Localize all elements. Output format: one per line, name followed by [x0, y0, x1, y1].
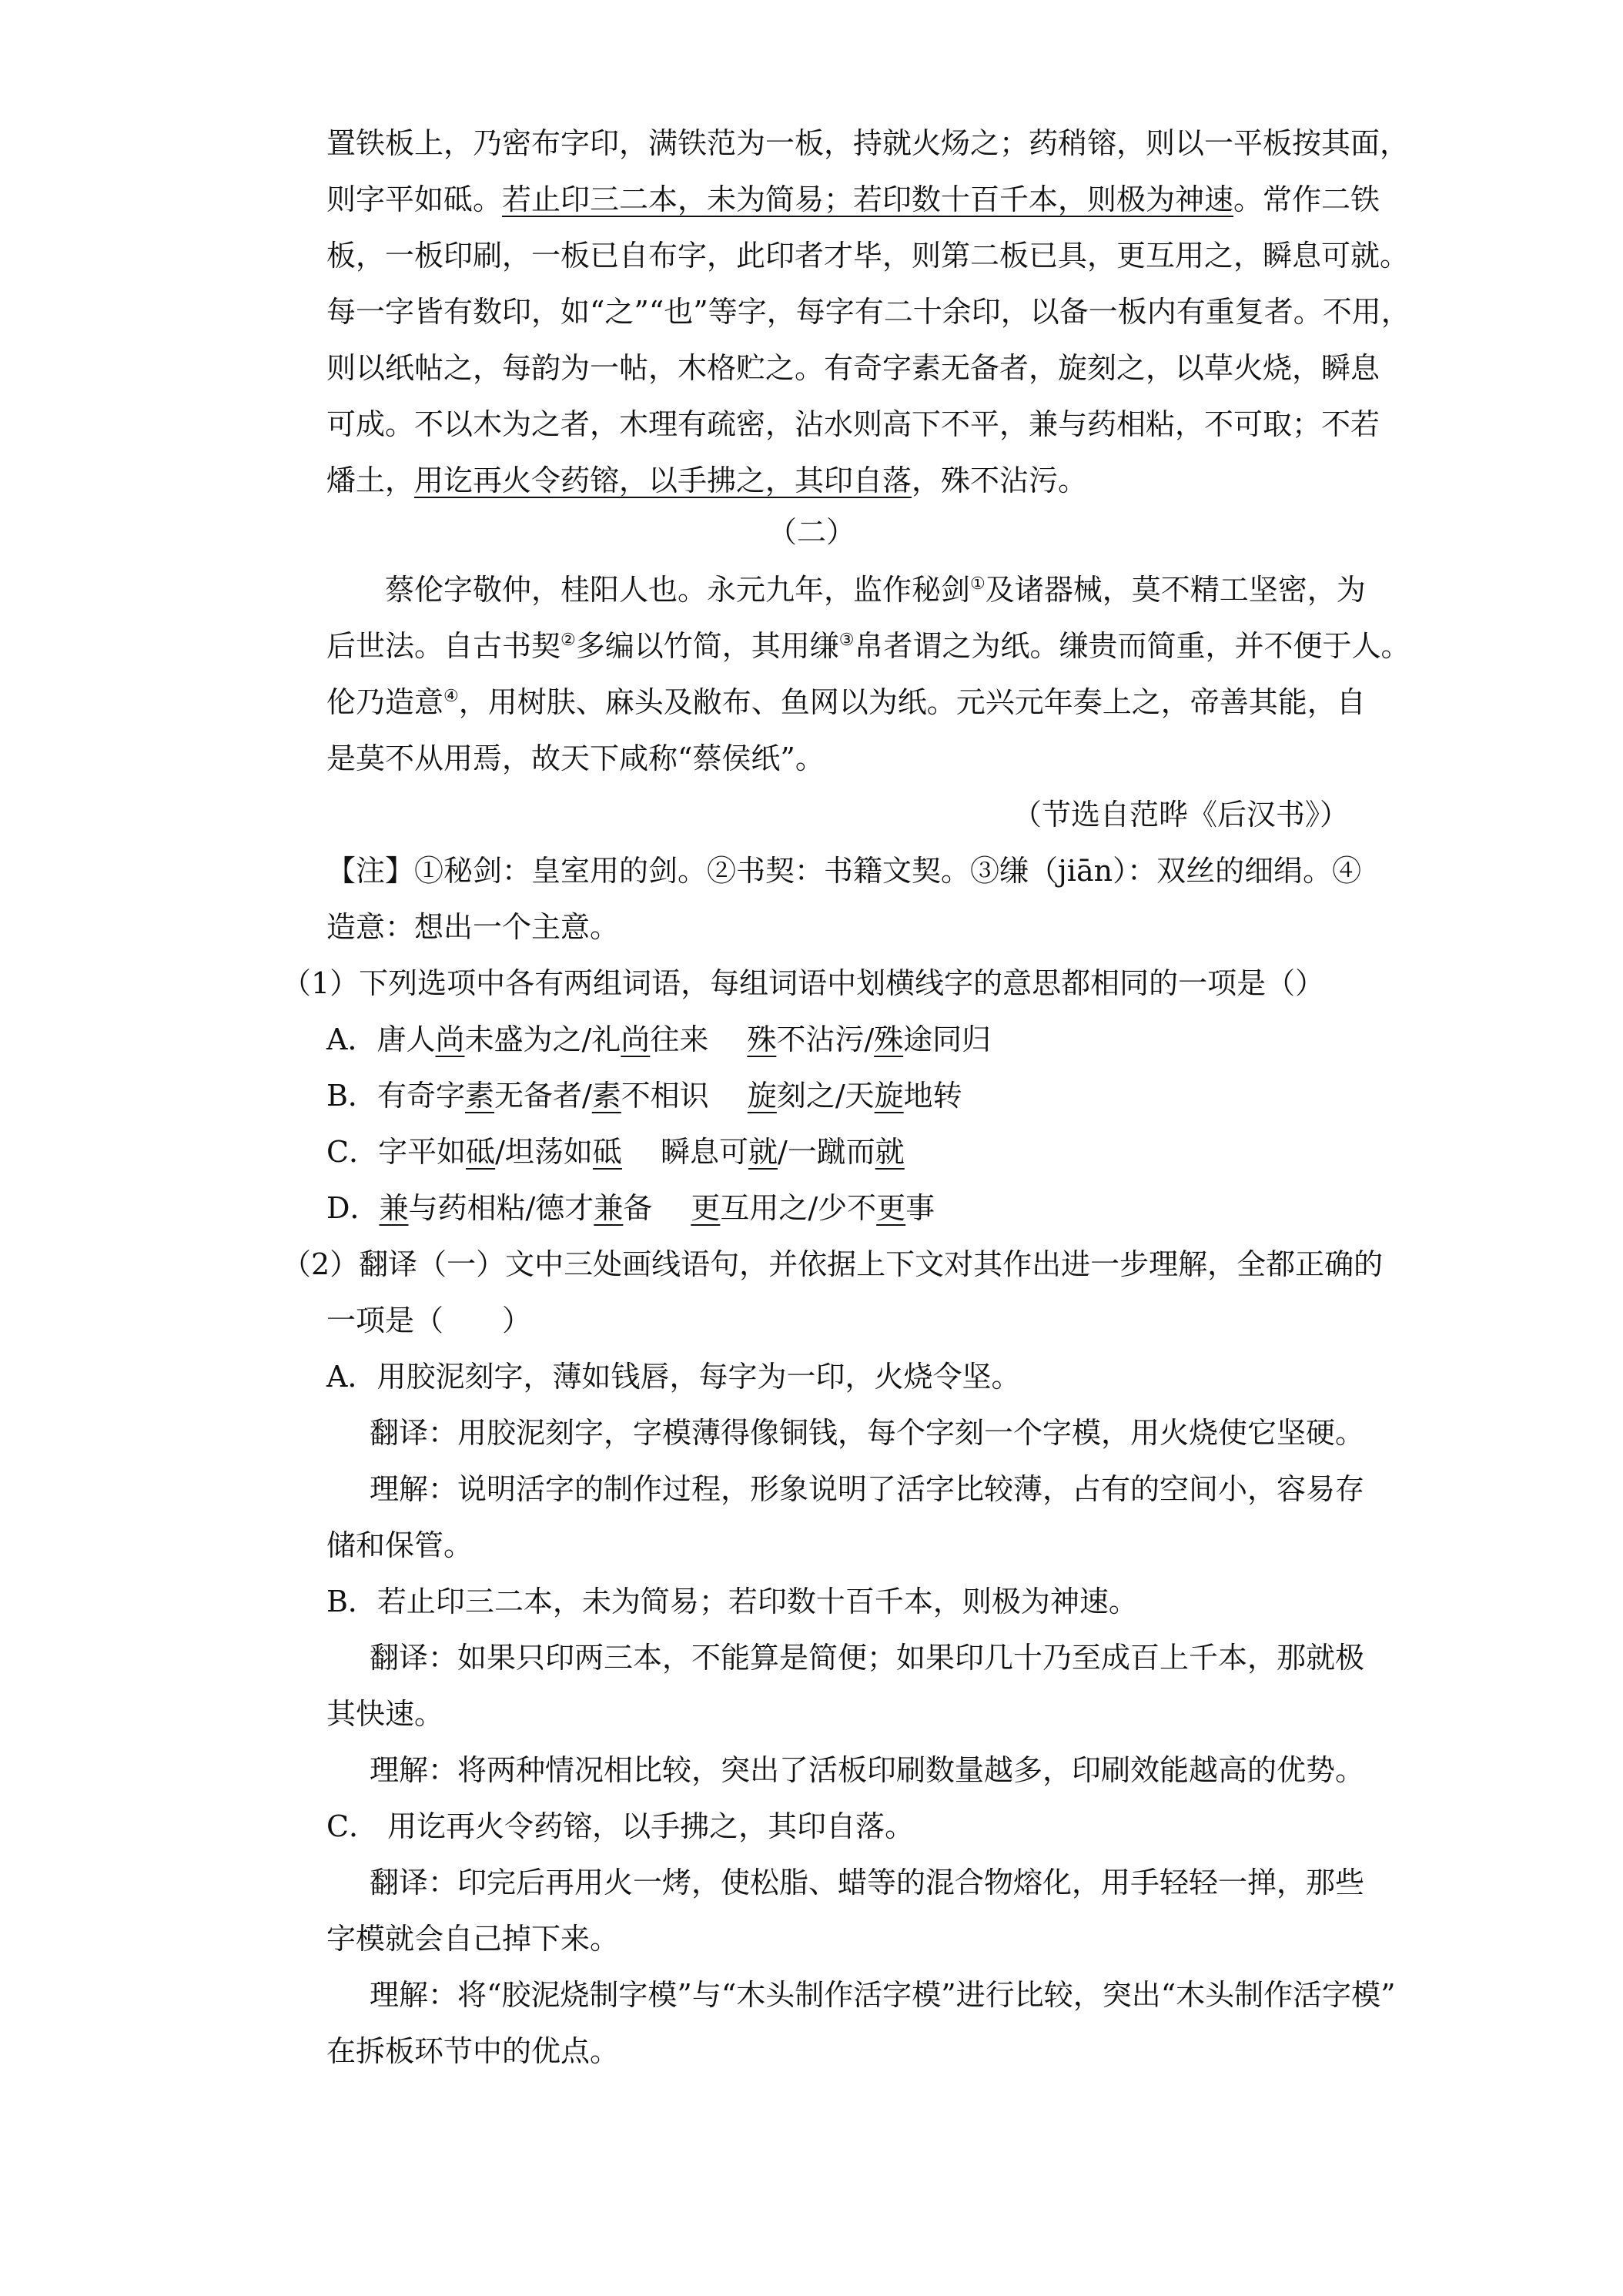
underlined-sentence-3: 用讫再火令药镕，以手拂之，其印自落 [414, 464, 912, 497]
passage2-line-4: 是莫不从用焉，故天下咸称“蔡侯纸”。 [326, 741, 825, 775]
passage1-line-4: 每一字皆有数印，如“之”“也”等字，每字有二十余印，以备一板内有重复者。不用， [326, 295, 1411, 329]
passage2-line-2: 后世法。自古书契②多编以竹简，其用缣③帛者谓之为纸。缣贵而简重，并不便于人。 [326, 629, 1411, 663]
question-2-option-a-translation: 翻译：用胶泥刻字，字模薄得像铜钱，每个字刻一个字模，用火烧使它坚硬。 [370, 1416, 1365, 1450]
question-2-option-b: B．若止印三二本，未为简易；若印数十百千本，则极为神速。 [326, 1585, 1138, 1618]
underlined-sentence-2: 若止印三二本，未为简易；若印数十百千本，则极为神速 [502, 182, 1234, 216]
note-marker-2: ② [561, 631, 576, 650]
passage1-line-7: 燔土，用讫再火令药镕，以手拂之，其印自落，殊不沾污。 [326, 464, 1088, 497]
question-2-option-a-understanding-1: 理解：说明活字的制作过程，形象说明了活字比较薄，占有的空间小，容易存 [370, 1472, 1365, 1506]
question-2-option-c: C． 用讫再火令药镕，以手拂之，其印自落。 [326, 1809, 915, 1843]
question-1-stem: （1）下列选项中各有两组词语，每组词语中划横线字的意思都相同的一项是（） [282, 966, 1325, 1000]
question-2-option-b-translation-2: 其快速。 [326, 1697, 444, 1731]
question-1-option-d: D．兼与药相粘/德才兼备 更互用之/少不更事 [326, 1191, 935, 1225]
question-2-option-b-translation-1: 翻译：如果只印两三本，不能算是简便；如果印几十乃至成百上千本，那就极 [370, 1641, 1365, 1675]
passage1-line-2: 则字平如砥。若止印三二本，未为简易；若印数十百千本，则极为神速。常作二铁 [326, 182, 1380, 216]
passage2-line-1: 蔡伦字敬仲，桂阳人也。永元九年，监作秘剑①及诸器械，莫不精工坚密，为 [385, 573, 1366, 607]
section-heading-2: （二） [767, 515, 855, 549]
question-2-option-c-translation-1: 翻译：印完后再用火一烤，使松脂、蜡等的混合物熔化，用手轻轻一掸，那些 [370, 1866, 1365, 1899]
question-2-option-c-understanding-1: 理解：将“胶泥烧制字模”与“木头制作活字模”进行比较，突出“木头制作活字模” [370, 1978, 1396, 2012]
notes-line-2: 造意：想出一个主意。 [326, 910, 620, 944]
question-2-option-a-understanding-2: 储和保管。 [326, 1528, 474, 1562]
note-marker-3: ③ [838, 631, 855, 650]
question-2-option-c-translation-2: 字模就会自己掉下来。 [326, 1922, 620, 1956]
question-1-option-b: B．有奇字素无备者/素不相识 旋刻之/天旋地转 [326, 1079, 962, 1113]
question-1-option-a: A．唐人尚未盛为之/礼尚往来 殊不沾污/殊途同归 [326, 1022, 992, 1056]
passage1-line-3: 板，一板印刷，一板已自布字，此印者才毕，则第二板已具，更互用之，瞬息可就。 [326, 239, 1410, 273]
notes-line-1: 【注】①秘剑：皇室用的剑。②书契：书籍文契。③缣（jiān）：双丝的细绢。④ [326, 854, 1362, 888]
question-2-option-b-understanding: 理解：将两种情况相比较，突出了活板印刷数量越多，印刷效能越高的优势。 [370, 1753, 1365, 1787]
question-2-option-c-understanding-2: 在拆板环节中的优点。 [326, 2034, 620, 2068]
note-marker-4: ④ [443, 687, 459, 706]
question-1-option-c: C．字平如砥/坦荡如砥 瞬息可就/一蹴而就 [326, 1135, 905, 1169]
passage1-line-1: 置铁板上，乃密布字印，满铁范为一板，持就火炀之；药稍镕，则以一平板按其面， [326, 126, 1410, 160]
passage1-line-6: 可成。不以木为之者，木理有疏密，沾水则高下不平，兼与药相粘，不可取；不若 [326, 407, 1380, 441]
source-citation: （节选自范晔《后汉书》） [1012, 798, 1349, 832]
question-2-option-a: A．用胶泥刻字，薄如钱唇，每字为一印，火烧令坚。 [326, 1360, 1021, 1394]
passage1-line-5: 则以纸帖之，每韵为一帖，木格贮之。有奇字素无备者，旋刻之，以草火烧，瞬息 [326, 351, 1380, 385]
note-marker-1: ① [970, 574, 986, 594]
question-2-stem-line-1: （2）翻译（一）文中三处画线语句，并依据上下文对其作出进一步理解，全都正确的 [282, 1247, 1384, 1281]
passage2-line-3: 伦乃造意④，用树肤、麻头及敝布、鱼网以为纸。元兴元年奏上之，帝善其能，自 [326, 685, 1366, 719]
question-2-stem-line-2: 一项是（ ） [326, 1304, 532, 1337]
